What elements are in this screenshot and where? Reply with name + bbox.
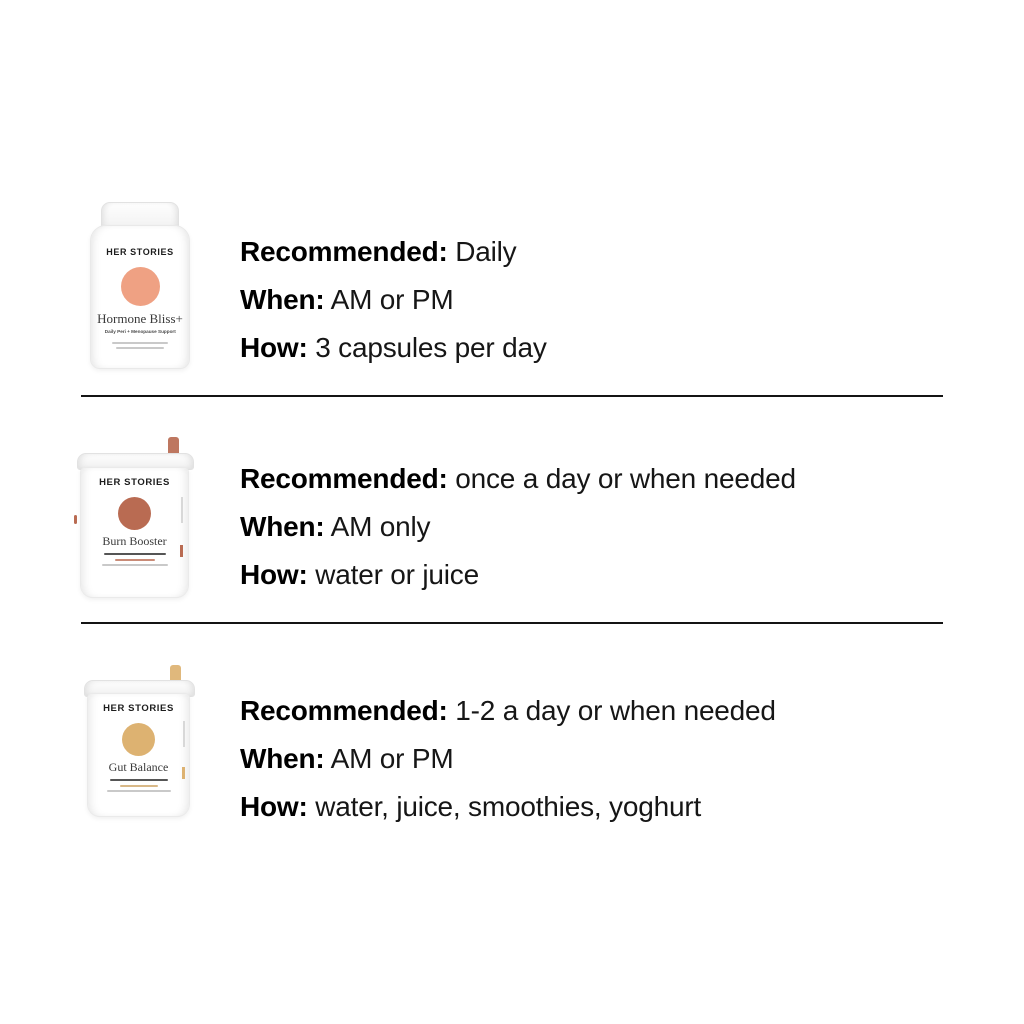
- recommended-label: Recommended:: [240, 236, 448, 267]
- when-label: When:: [240, 743, 325, 774]
- when-line: [240, 513, 796, 541]
- how-value: water or juice: [315, 559, 479, 590]
- fine-print-line: [110, 779, 168, 781]
- how-label: How:: [240, 332, 308, 363]
- edge-accent-mark: [74, 515, 77, 524]
- product-name-label: Gut Balance: [108, 760, 169, 774]
- jar-body: [80, 467, 189, 598]
- product-name-label: Burn Booster: [102, 534, 167, 548]
- row-divider: [81, 395, 943, 397]
- when-label: When:: [240, 284, 325, 315]
- how-line: [240, 561, 796, 589]
- recommended-label: Recommended:: [240, 463, 448, 494]
- when-value: AM or PM: [330, 284, 454, 315]
- product-image-gut-balance: [84, 665, 193, 817]
- label-circle-graphic: [122, 723, 155, 756]
- product-image-hormone-bliss: [90, 202, 190, 368]
- product-image-burn-booster: [77, 437, 192, 598]
- how-line: [240, 793, 776, 821]
- when-value: AM or PM: [330, 743, 454, 774]
- fine-print-accent-line: [115, 559, 155, 561]
- fine-print-line: [116, 347, 164, 349]
- recommended-line: [240, 465, 796, 493]
- how-value: water, juice, smoothies, yoghurt: [315, 791, 702, 822]
- brand-label: HER STORIES: [106, 247, 174, 257]
- side-print-mark: [183, 721, 185, 747]
- when-label: When:: [240, 511, 325, 542]
- when-line: [240, 745, 776, 773]
- side-accent-mark: [180, 545, 183, 557]
- label-circle-graphic: [121, 267, 160, 306]
- recommended-line: [240, 697, 776, 725]
- recommended-value: 1-2 a day or when needed: [455, 695, 776, 726]
- when-value: AM only: [330, 511, 431, 542]
- bottle-body: [90, 225, 190, 369]
- how-line: [240, 334, 547, 362]
- how-value: 3 capsules per day: [315, 332, 547, 363]
- when-line: [240, 286, 547, 314]
- label-circle-graphic: [118, 497, 151, 530]
- fine-print-line: [104, 553, 166, 555]
- recommended-value: Daily: [455, 236, 517, 267]
- fine-print-line: [102, 564, 168, 566]
- recommended-value: once a day or when needed: [455, 463, 796, 494]
- jar-body: [87, 693, 190, 817]
- usage-info-hormone-bliss: [240, 238, 547, 382]
- side-accent-mark: [182, 767, 185, 779]
- product-name-label: Hormone Bliss+: [97, 311, 183, 326]
- usage-info-gut-balance: [240, 697, 776, 841]
- recommended-line: [240, 238, 547, 266]
- recommended-label: Recommended:: [240, 695, 448, 726]
- usage-info-burn-booster: [240, 465, 796, 609]
- row-divider: [81, 622, 943, 624]
- side-print-mark: [181, 497, 183, 523]
- brand-label: HER STORIES: [103, 703, 174, 714]
- how-label: How:: [240, 791, 308, 822]
- fine-print-line: [107, 790, 171, 792]
- how-label: How:: [240, 559, 308, 590]
- brand-label: HER STORIES: [99, 477, 170, 488]
- fine-print-accent-line: [120, 785, 158, 787]
- fine-print-line: [112, 342, 168, 344]
- product-subtitle-label: Daily Peri + Menopause Support: [104, 329, 176, 335]
